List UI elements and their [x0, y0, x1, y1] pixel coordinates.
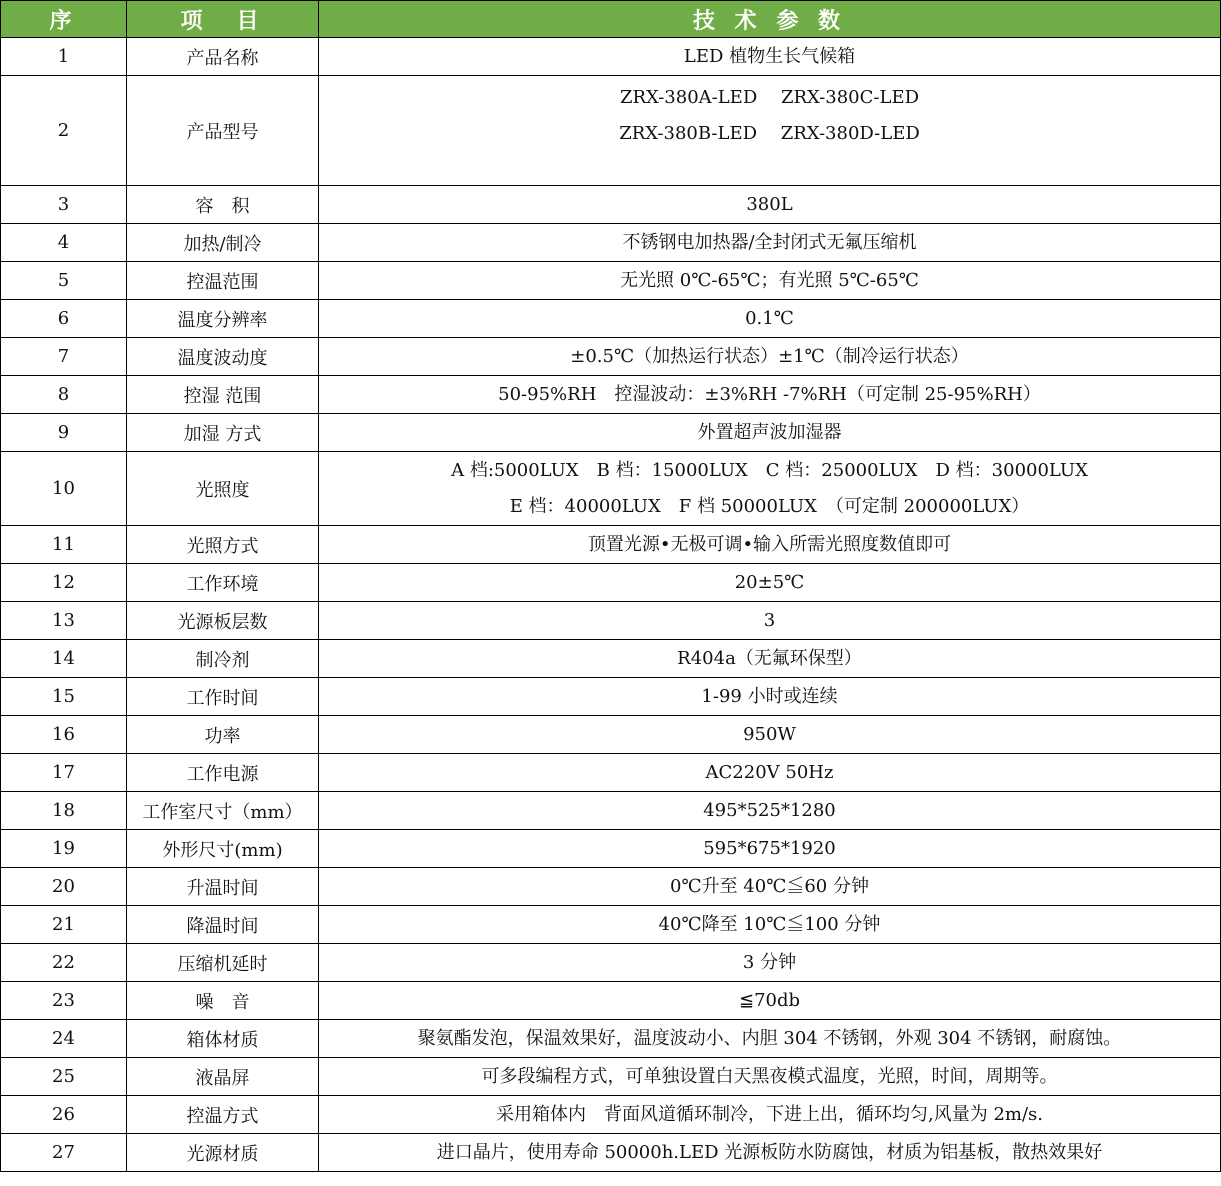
row-item-label: 压缩机延时 — [127, 944, 319, 982]
row-number: 18 — [1, 792, 127, 830]
row-spec-value — [319, 452, 1221, 526]
row-item-label: 箱体材质 — [127, 1020, 319, 1058]
spec-line: ZRX-380A-LED ZRX-380C-LED — [619, 87, 920, 108]
spec-line: 1-99 小时或连续 — [701, 685, 838, 707]
spec-line: 进口晶片，使用寿命 50000h.LED 光源板防水防腐蚀，材质为铝基板，散热效果好 — [436, 1141, 1103, 1163]
row-spec-value — [319, 754, 1221, 792]
row-item-label: 温度波动度 — [127, 338, 319, 376]
table-row — [1, 792, 1221, 830]
row-spec-value — [319, 76, 1221, 186]
row-item-label: 工作室尺寸（mm） — [127, 792, 319, 830]
row-spec-value — [319, 944, 1221, 982]
row-number: 20 — [1, 868, 127, 906]
table-row — [1, 76, 1221, 186]
row-spec-value — [319, 38, 1221, 76]
row-spec-value — [319, 982, 1221, 1020]
row-item-label: 外形尺寸(mm) — [127, 830, 319, 868]
spec-line: 950W — [743, 723, 796, 745]
row-number: 8 — [1, 376, 127, 414]
row-spec-value — [319, 224, 1221, 262]
table-row — [1, 754, 1221, 792]
table-row — [1, 1096, 1221, 1134]
row-item-label: 加热/制冷 — [127, 224, 319, 262]
row-spec-value — [319, 792, 1221, 830]
row-number: 3 — [1, 186, 127, 224]
row-number: 1 — [1, 38, 127, 76]
table-row — [1, 564, 1221, 602]
table-row — [1, 830, 1221, 868]
row-number: 22 — [1, 944, 127, 982]
row-number: 27 — [1, 1134, 127, 1172]
row-spec-value — [319, 186, 1221, 224]
row-number: 12 — [1, 564, 127, 602]
row-item-label: 液晶屏 — [127, 1058, 319, 1096]
row-number: 4 — [1, 224, 127, 262]
table-row — [1, 186, 1221, 224]
table-row — [1, 1058, 1221, 1096]
spec-line: 可多段编程方式，可单独设置白天黑夜模式温度，光照，时间，周期等。 — [481, 1065, 1058, 1087]
row-item-label: 升温时间 — [127, 868, 319, 906]
spec-line: 380L — [746, 193, 793, 215]
row-item-label: 工作时间 — [127, 678, 319, 716]
row-spec-value — [319, 1096, 1221, 1134]
spec-line: 20±5℃ — [734, 571, 805, 593]
row-item-label: 产品型号 — [127, 76, 319, 186]
row-item-label: 容 积 — [127, 186, 319, 224]
table-row — [1, 526, 1221, 564]
row-number: 19 — [1, 830, 127, 868]
spec-line: 3 分钟 — [742, 951, 797, 973]
row-spec-value — [319, 376, 1221, 414]
row-number: 16 — [1, 716, 127, 754]
table-row — [1, 906, 1221, 944]
row-item-label: 工作环境 — [127, 564, 319, 602]
row-spec-value — [319, 564, 1221, 602]
row-spec-value — [319, 716, 1221, 754]
row-item-label: 噪 音 — [127, 982, 319, 1020]
row-item-label: 光源板层数 — [127, 602, 319, 640]
spec-line: 聚氨酯发泡，保温效果好，温度波动小、内胆 304 不锈钢，外观 304 不锈钢，耐腐蚀。 — [417, 1027, 1122, 1049]
row-item-label: 光照方式 — [127, 526, 319, 564]
row-number: 7 — [1, 338, 127, 376]
row-spec-value — [319, 526, 1221, 564]
spec-table-body — [1, 38, 1221, 1172]
row-spec-value — [319, 906, 1221, 944]
row-number: 17 — [1, 754, 127, 792]
spec-line: 3 — [763, 609, 776, 631]
table-row — [1, 338, 1221, 376]
table-row — [1, 868, 1221, 906]
row-item-label: 光源材质 — [127, 1134, 319, 1172]
table-row — [1, 414, 1221, 452]
row-spec-value — [319, 830, 1221, 868]
row-number: 11 — [1, 526, 127, 564]
row-number: 5 — [1, 262, 127, 300]
row-spec-value — [319, 640, 1221, 678]
row-item-label: 控温范围 — [127, 262, 319, 300]
table-row — [1, 982, 1221, 1020]
header-row — [1, 1, 1221, 38]
table-row — [1, 224, 1221, 262]
spec-line: E 档：40000LUX F 档 50000LUX （可定制 200000LUX） — [509, 495, 1030, 517]
row-spec-value — [319, 338, 1221, 376]
table-row — [1, 678, 1221, 716]
table-row — [1, 1020, 1221, 1058]
row-spec-value — [319, 414, 1221, 452]
spec-line: 0.1℃ — [745, 307, 794, 329]
row-item-label: 加湿 方式 — [127, 414, 319, 452]
header-spec: 技 术 参 数 — [319, 1, 1221, 38]
row-item-label: 控温方式 — [127, 1096, 319, 1134]
row-item-label: 工作电源 — [127, 754, 319, 792]
spec-line: 采用箱体内 背面风道循环制冷，下进上出，循环均匀,风量为 2m/s. — [496, 1103, 1043, 1125]
row-number: 2 — [1, 76, 127, 186]
spec-line: AC220V 50Hz — [705, 761, 834, 783]
row-item-label: 产品名称 — [127, 38, 319, 76]
row-number: 9 — [1, 414, 127, 452]
row-number: 13 — [1, 602, 127, 640]
row-item-label: 温度分辨率 — [127, 300, 319, 338]
table-row — [1, 640, 1221, 678]
spec-line: 495*525*1280 — [703, 799, 836, 821]
row-spec-value — [319, 1134, 1221, 1172]
spec-line: 0℃升至 40℃≦60 分钟 — [670, 875, 869, 897]
row-number: 26 — [1, 1096, 127, 1134]
row-item-label: 控湿 范围 — [127, 376, 319, 414]
spec-line: LED 植物生长气候箱 — [683, 45, 856, 67]
spec-line: 外置超声波加湿器 — [697, 421, 842, 443]
row-number: 14 — [1, 640, 127, 678]
table-row — [1, 452, 1221, 526]
spec-line: 40℃降至 10℃≦100 分钟 — [658, 913, 881, 935]
table-row — [1, 716, 1221, 754]
spec-line: 无光照 0℃-65℃；有光照 5℃-65℃ — [620, 269, 919, 291]
spec-line: ZRX-380B-LED ZRX-380D-LED — [619, 123, 920, 144]
row-spec-value — [319, 300, 1221, 338]
table-row — [1, 1134, 1221, 1172]
row-spec-value — [319, 1020, 1221, 1058]
row-number: 15 — [1, 678, 127, 716]
spec-line: 50-95%RH 控湿波动：±3%RH -7%RH（可定制 25-95%RH） — [498, 383, 1041, 405]
table-row — [1, 376, 1221, 414]
spec-line: 595*675*1920 — [703, 837, 836, 859]
row-number: 21 — [1, 906, 127, 944]
row-number: 24 — [1, 1020, 127, 1058]
row-number: 10 — [1, 452, 127, 526]
spec-line: ±0.5℃（加热运行状态）±1℃（制冷运行状态） — [570, 345, 969, 367]
row-number: 25 — [1, 1058, 127, 1096]
row-number: 6 — [1, 300, 127, 338]
spec-line: ≦70db — [738, 989, 801, 1011]
spec-line: A 档:5000LUX B 档：15000LUX C 档：25000LUX D 档：30000LUX — [451, 459, 1088, 481]
spec-line: R404a（无氟环保型） — [677, 647, 862, 669]
spec-line: 顶置光源•无极可调•输入所需光照度数值即可 — [587, 533, 952, 555]
row-spec-value — [319, 868, 1221, 906]
row-spec-value — [319, 1058, 1221, 1096]
table-row — [1, 38, 1221, 76]
spec-line: 不锈钢电加热器/全封闭式无氟压缩机 — [622, 231, 917, 253]
table-row — [1, 262, 1221, 300]
row-spec-value — [319, 602, 1221, 640]
header-item: 项 目 — [127, 1, 319, 38]
row-item-label: 光照度 — [127, 452, 319, 526]
row-item-label: 制冷剂 — [127, 640, 319, 678]
row-spec-value — [319, 678, 1221, 716]
table-row — [1, 944, 1221, 982]
header-no: 序 — [1, 1, 127, 38]
row-item-label: 降温时间 — [127, 906, 319, 944]
table-row — [1, 602, 1221, 640]
row-spec-value — [319, 262, 1221, 300]
table-row — [1, 300, 1221, 338]
row-item-label: 功率 — [127, 716, 319, 754]
row-number: 23 — [1, 982, 127, 1020]
